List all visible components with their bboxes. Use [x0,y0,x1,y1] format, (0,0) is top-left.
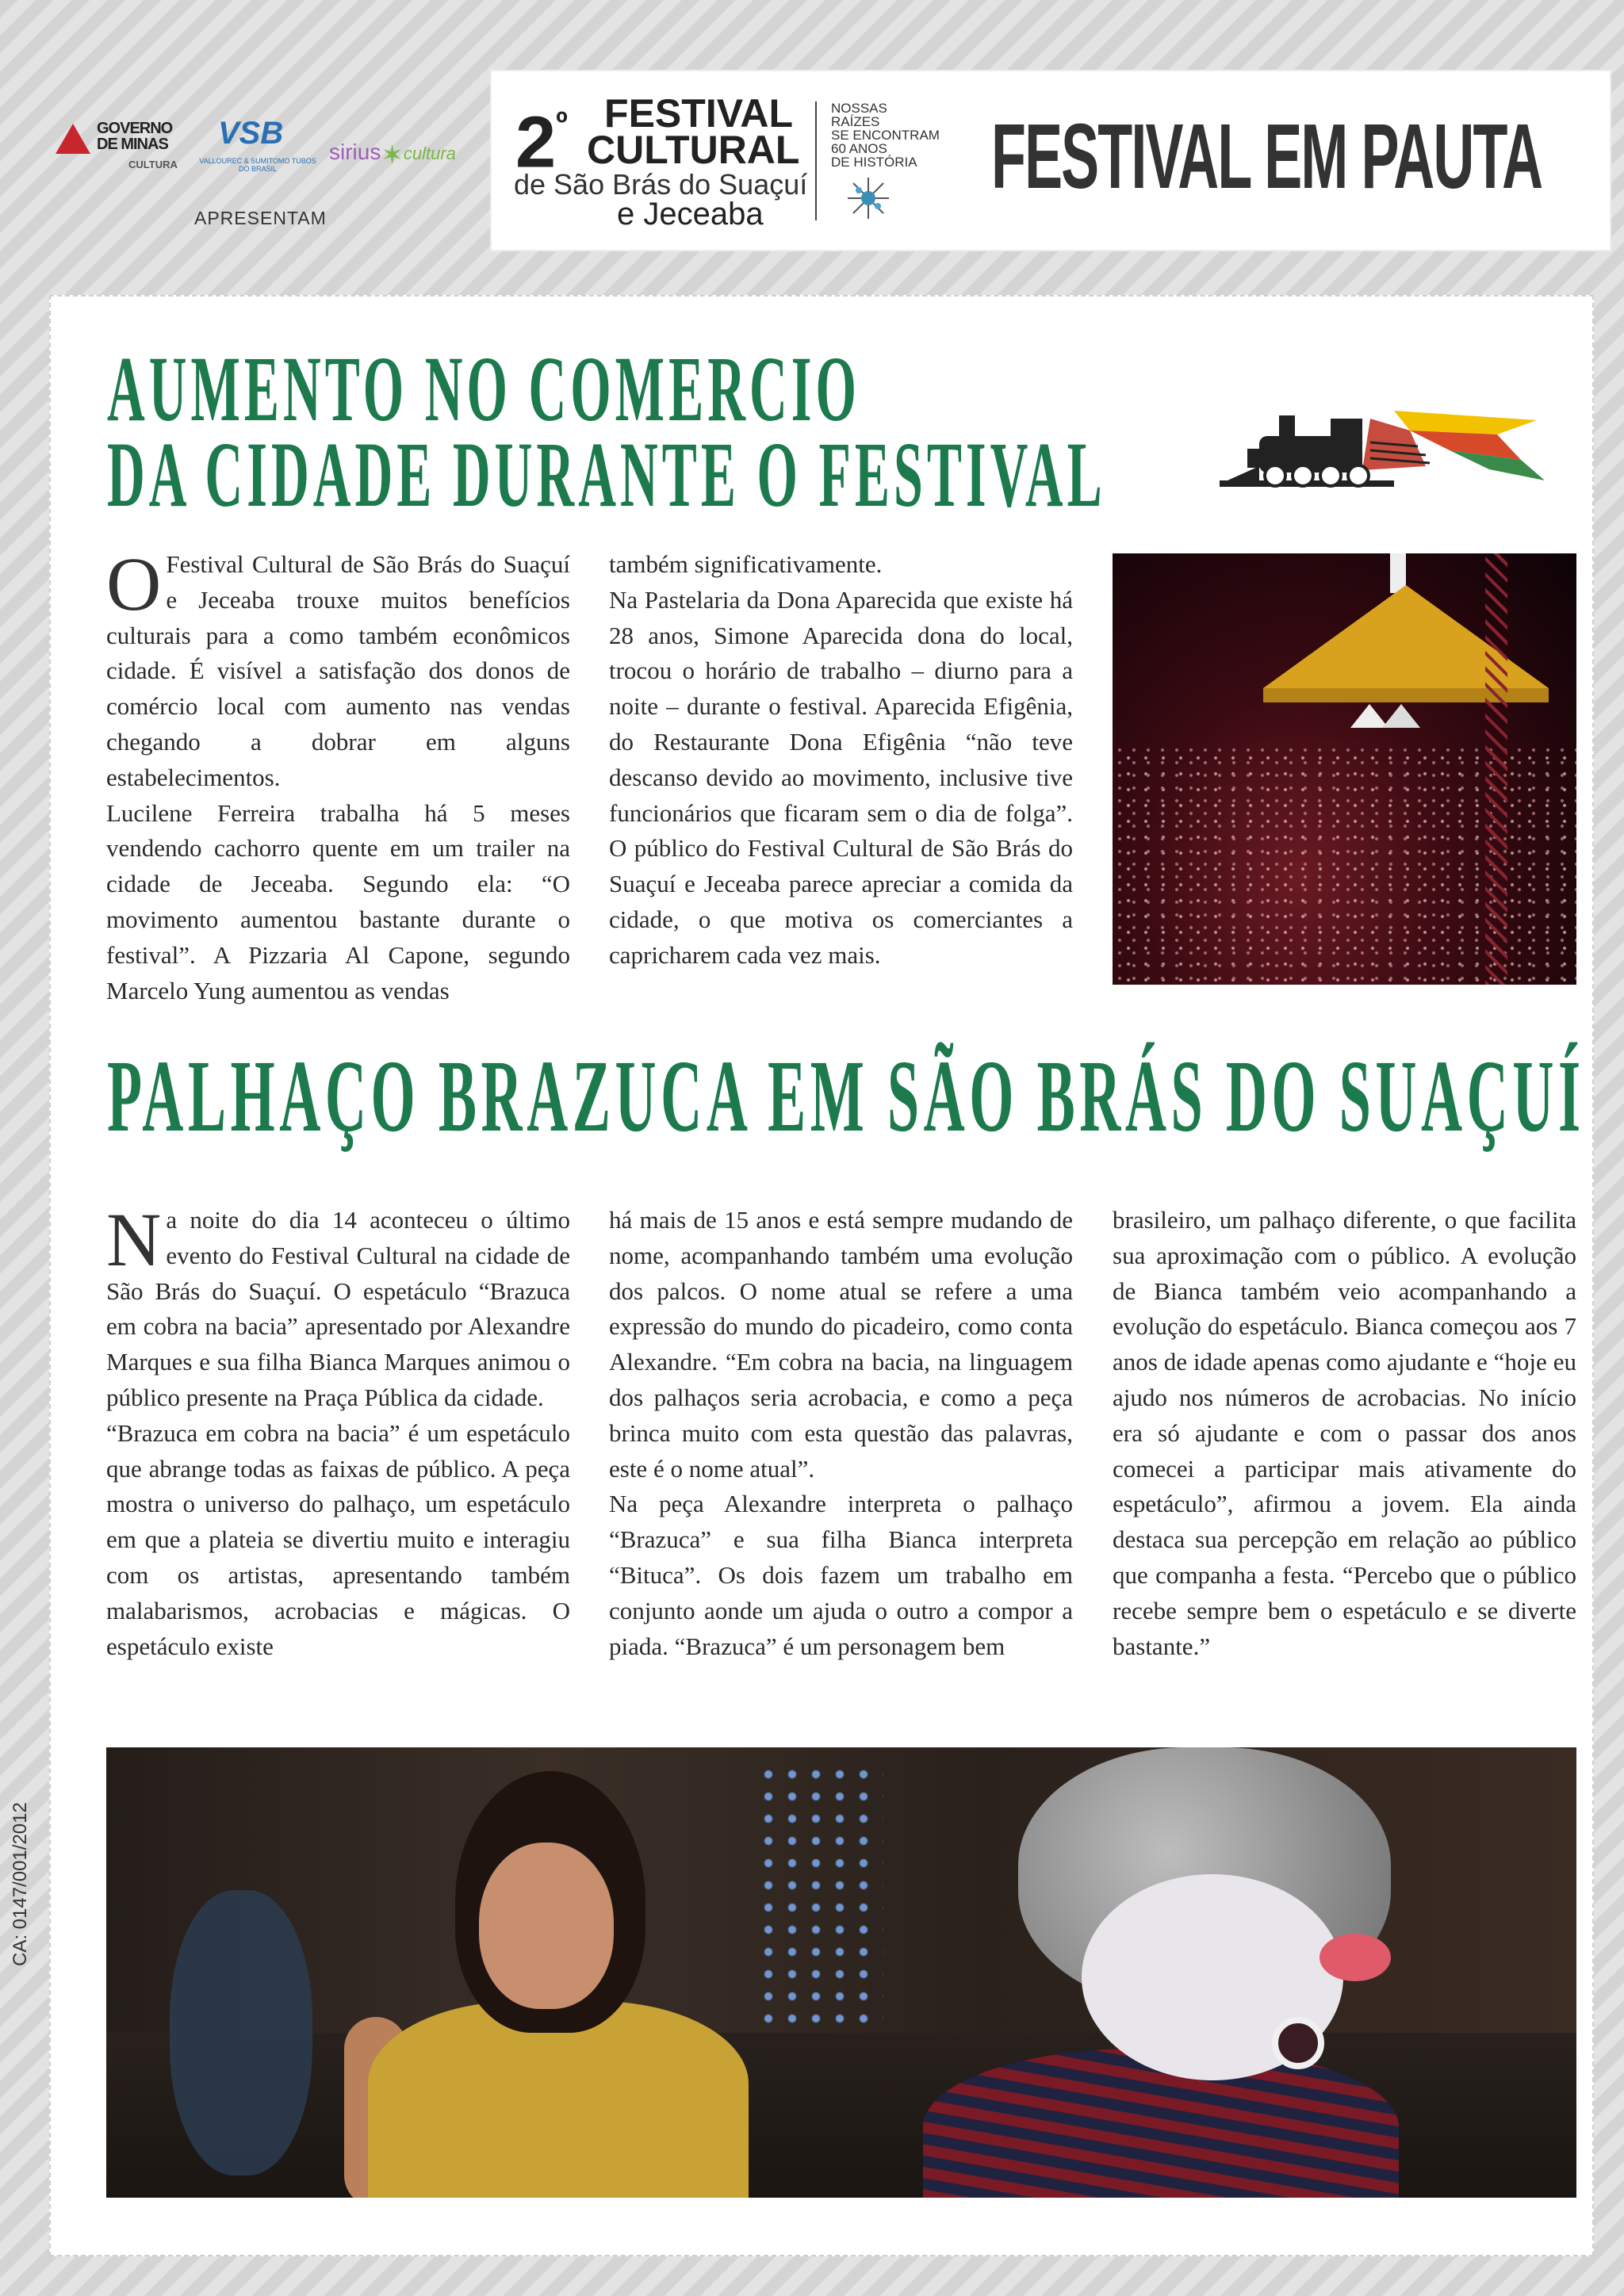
article2-column1 [106,1197,570,1664]
masthead [492,71,1610,250]
article2-paragraph: Na peça Alexandre interpreta o palhaço “Brazuca” e sua filha Bianca interpreta “Bituca”. Os dois fazem um trabalho em conjunto aonde um ajuda o outro a compor a piada. “Brazuca” é um personagem bem [609,1490,1073,1660]
vsb-logo-text: VSB [218,116,284,151]
publication-title: FESTIVAL EM PAUTA [991,105,1542,208]
article1-paragraph: também significativamente. [609,550,883,578]
article2-column3 [1113,1203,1576,1664]
flower-emblem-icon [845,174,892,222]
article2-headline: PALHAÇO BRAZUCA EM SÃO BRÁS DO SUAÇUÍ [107,1039,1585,1154]
festival-tagline [831,101,940,169]
article1-column2 [609,547,1073,974]
dropcap: N [106,1197,162,1282]
clown-and-girl-photo [106,1747,1576,2198]
tagline-line: NOSSAS [831,101,887,116]
governo-sub: CULTURA [128,159,178,170]
tagline-line: SE ENCONTRAM [831,128,940,143]
presenting-label: APRESENTAM [194,208,327,228]
side-code: CA: 0147/001/2012 [10,1802,31,1966]
sirius-logo-text: sirius [329,140,381,164]
festival-logo-title [587,91,800,172]
train-icon [1212,387,1545,506]
festival-subtitle-line2: e Jeceaba [617,197,764,232]
sirius-logo-sub: cultura [403,144,456,163]
edition-number: 2 [515,101,557,183]
article1-column1 [106,541,570,1008]
article2-paragraph: há mais de 15 anos e está sempre mudando de nome, acompanhando também uma evolução dos palcos. O nome atual se refere a uma expressão do mundo do picadeiro, como conta Alexandre. “Em cobra na bacia, na linguagem dos palhaços seria acrobacia, e como a peça brinca muito com esta questão das palavras, este é o nome atual”. [609,1206,1073,1483]
article1-paragraph: Festival Cultural de São Brás do Suaçuí e Jeceaba trouxe muitos benefícios culturais para a como também econômicos cidade. É visível a satisfação dos donos de comércio local com aumento nas vendas chegando a dobrar em alguns estabelecimentos. [106,550,570,791]
dropcap: O [106,541,162,626]
article2-paragraph: brasileiro, um palhaço diferente, o que facilita sua aproximação com o público. A evolução de Bianca também veio acompanhando a evolução do espetáculo. Bianca começou aos 7 anos de idade apenas como ajudante e “hoje eu ajudo nos números de acrobacias. No início era só ajudante e com o passar dos anos comecei a participar mais ativamente do espetáculo”, afirmou a jovem. Ela ainda destaca sua percepção em relação ao público que companha a festa. “Percebo que o público recebe sempre bem o espetáculo e se diverte bastante.” [1113,1206,1576,1660]
article1-headline-line1: AUMENTO NO COMERCIO [107,337,860,441]
tagline-line: 60 ANOS [831,141,887,156]
festival-edition-number [515,95,568,183]
article2-paragraph: “Brazuca em cobra na bacia” é um espetáculo que abrange todas as faixas de público. A peça mostra o universo do palhaço, um espetáculo em que a plateia se divertiu muito e interagiu com os artistas, apresentando também malabarismos, acrobacias e mágicas. O espetáculo existe [106,1418,570,1660]
crowd-concert-photo [1113,553,1576,985]
festival-subtitle-line1: de São Brás do Suaçuí [514,168,808,201]
vsb-logo-sub: VALLOUREC & SUMITOMO TUBOS DO BRASIL [199,157,316,173]
edition-ordinal: º [556,106,568,141]
article1-paragraph: Lucilene Ferreira trabalha há 5 meses vendendo cachorro quente em um trailer na cidade de Jeceaba. Segundo ela: “O movimento aumentou bastante durante o festival”. A Pizzaria Al Capone, segundo Marcelo Yung aumentou as vendas [106,798,570,1004]
governo-line1: GOVERNO [97,120,173,137]
governo-de-minas-logo [56,119,182,182]
article2-paragraph: a noite do dia 14 aconteceu o último evento do Festival Cultural na cidade de São Brás do Suaçuí. O espetáculo “Brazuca em cobra na bacia” apresentado por Alexandre Marques e sua filha Bianca Marques animou o público presente na Praça Pública da cidade. [106,1206,570,1411]
article1-headline-line2: DA CIDADE DURANTE O FESTIVAL [107,423,1106,526]
article2-column2 [609,1203,1073,1664]
festival-title-line2: CULTURAL [587,128,800,172]
tagline-line: RAÍZES [831,114,880,129]
sponsor-logos [48,95,492,246]
triangle-icon [56,124,90,154]
governo-line2: DE MINAS [97,136,168,153]
logo-divider [815,101,817,220]
sirius-logo [329,135,456,170]
tagline-line: DE HISTÓRIA [831,155,917,170]
star-icon: ✶ [381,140,404,170]
article1-paragraph: Na Pastelaria da Dona Aparecida que existe há 28 anos, Simone Aparecida dona do local, trocou o horário de trabalho – diurno para a noite – durante o festival. Aparecida Efigênia, do Restaurante Dona Efigênia “não teve descanso devido ao movimento, inclusive tive funcionários que ficaram sem o dia de folga”. O público do Festival Cultural de São Brás do Suaçuí e Jeceaba parece apreciar a comida da cidade, o que motiva os comerciantes a capricharem cada vez mais. [609,585,1073,969]
vsb-logo [194,116,316,179]
festival-title-line1: FESTIVAL [604,91,793,136]
